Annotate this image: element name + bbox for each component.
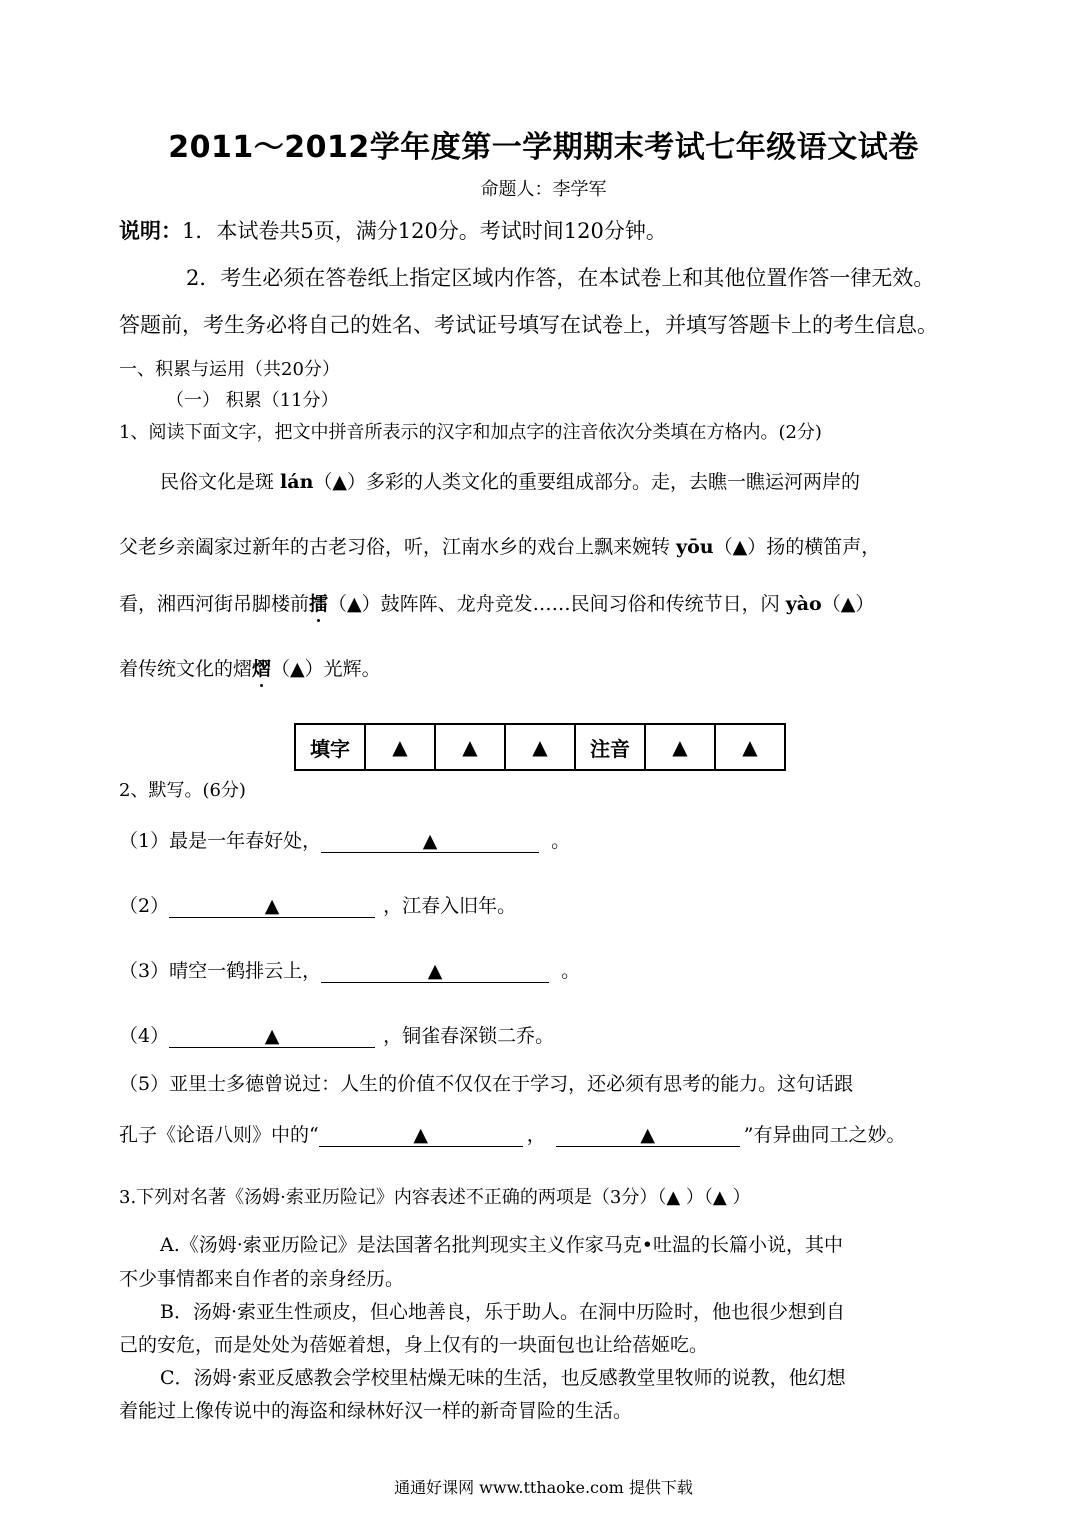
- question-1-paragraph-line2: [119, 532, 880, 559]
- q2-item-1: [119, 826, 570, 853]
- q2-item-5-line2: [119, 1120, 905, 1147]
- question-1-paragraph-line4: [119, 654, 381, 681]
- q1-text: 民俗文化是斑: [160, 471, 281, 493]
- instructions-line3: 答题前，考生务必将自己的姓名、考试证号填写在试卷上，并填写答题卡上的考生信息。: [119, 313, 938, 337]
- fill-label-cell: 填字: [295, 724, 365, 770]
- q1-text: （▲）多彩的人类文化的重要组成部分。走，去瞧一瞧运河两岸的: [313, 471, 861, 493]
- exam-title: 2011～2012学年度第一学期期末考试七年级语文试卷: [168, 130, 919, 165]
- q1-text: 父老乡亲阖家过新年的古老习俗，听，江南水乡的戏台上飘来婉转: [119, 536, 677, 558]
- question-1-prompt: 1、阅读下面文字，把文中拼音所表示的汉字和加点字的注音依次分类填在方格内。(2分): [119, 422, 822, 443]
- q3-option-c-line2: 着能过上像传说中的海盗和绿林好汉一样的新奇冒险的生活。: [119, 1400, 633, 1422]
- page-footer: 通通好课网 www.tthaoke.com 提供下载: [394, 1478, 693, 1497]
- q1-text: （▲）扬的横笛声，: [713, 536, 881, 558]
- pinyin-yao: yào: [785, 593, 822, 615]
- pinyin-you: yōu: [676, 536, 714, 558]
- answer-blank[interactable]: ▲: [556, 1124, 740, 1147]
- q2-text: 。: [551, 830, 571, 852]
- pinyin-lan: lán: [280, 471, 314, 493]
- answer-blank[interactable]: ▲: [169, 895, 375, 918]
- q3-option-c-line1: C．汤姆·索亚反感教会学校里枯燥无味的生活，也反感教堂里牧师的说教，他幻想: [160, 1367, 846, 1389]
- q2-text: 。: [561, 960, 581, 982]
- answer-fill-row: [295, 724, 785, 770]
- q1-text: （▲）鼓阵阵、龙舟竞发……民间习俗和传统节日，闪: [328, 593, 786, 615]
- q2-text: ，铜雀春深锁二乔。: [383, 1025, 555, 1047]
- q3-option-b-line1: B．汤姆·索亚生性顽皮，但心地善良，乐于助人。在洞中历险时，他也很少想到自: [160, 1301, 846, 1323]
- instructions-line1: [119, 215, 667, 245]
- q3-option-a-line1: A.《汤姆·索亚历险记》是法国著名批判现实主义作家马克•吐温的长篇小说，其中: [160, 1234, 844, 1256]
- section-subheading: （一） 积累（11分）: [166, 390, 339, 411]
- q2-text: （2）: [119, 895, 170, 917]
- q2-text: ”有异曲同工之妙。: [743, 1124, 906, 1146]
- pinyin-answer-cell[interactable]: ▲: [715, 724, 785, 770]
- q2-text: （4）: [119, 1025, 170, 1047]
- dotted-char-yi: 熠: [252, 654, 271, 681]
- q1-text: 着传统文化的熠: [119, 658, 253, 680]
- q3-option-a-line2: 不少事情都来自作者的亲身经历。: [119, 1268, 405, 1290]
- exam-author: 命题人：李学军: [480, 179, 607, 200]
- q2-text: （3）晴空一鹤排云上，: [119, 960, 322, 982]
- question-3-prompt: 3.下列对名著《汤姆·索亚历险记》内容表述不正确的两项是（3分）（▲ ）（▲ ）: [119, 1187, 751, 1208]
- answer-blank[interactable]: ▲: [321, 960, 549, 983]
- fill-answer-cell[interactable]: ▲: [435, 724, 505, 770]
- q2-text: 孔子《论语八则》中的“: [119, 1124, 319, 1146]
- instructions-text-1: 1．本试卷共5页，满分120分。考试时间120分钟。: [182, 219, 667, 243]
- answer-blank[interactable]: ▲: [169, 1025, 375, 1048]
- dotted-char-lei: 擂: [309, 589, 328, 616]
- q1-text: 看，湘西河街吊脚楼前: [119, 593, 310, 615]
- fill-answer-cell[interactable]: ▲: [505, 724, 575, 770]
- instructions-line2: 2．考生必须在答卷纸上指定区域内作答，在本试卷上和其他位置作答一律无效。: [186, 266, 935, 290]
- q1-text: （▲）: [821, 593, 875, 615]
- q2-item-3: [119, 956, 580, 983]
- q1-text: （▲）光辉。: [271, 658, 381, 680]
- question-2-prompt: 2、默写。(6分): [119, 780, 246, 801]
- pinyin-answer-cell[interactable]: ▲: [645, 724, 715, 770]
- fill-answer-cell[interactable]: ▲: [365, 724, 435, 770]
- instructions-label: 说明：: [119, 218, 182, 243]
- q2-text: （1）最是一年春好处，: [119, 830, 322, 852]
- answer-fill-table: [294, 723, 786, 771]
- q3-option-b-line2: 己的安危，而是处处为蓓姬着想，身上仅有的一块面包也让给蓓姬吃。: [119, 1334, 709, 1356]
- q2-text: ，: [526, 1124, 546, 1146]
- q2-item-2: [119, 891, 516, 918]
- answer-blank[interactable]: ▲: [319, 1124, 523, 1147]
- question-1-paragraph-line3: [119, 589, 874, 616]
- q2-item-4: [119, 1021, 554, 1048]
- pinyin-label-cell: 注音: [575, 724, 645, 770]
- question-1-paragraph-line1: [160, 467, 860, 494]
- q2-text: ，江春入旧年。: [383, 895, 517, 917]
- answer-blank[interactable]: ▲: [321, 830, 539, 853]
- section-heading: 一、积累与运用（共20分）: [119, 359, 340, 380]
- q2-item-5-line1: （5）亚里士多德曾说过：人生的价值不仅仅在于学习，还必须有思考的能力。这句话跟: [119, 1073, 854, 1095]
